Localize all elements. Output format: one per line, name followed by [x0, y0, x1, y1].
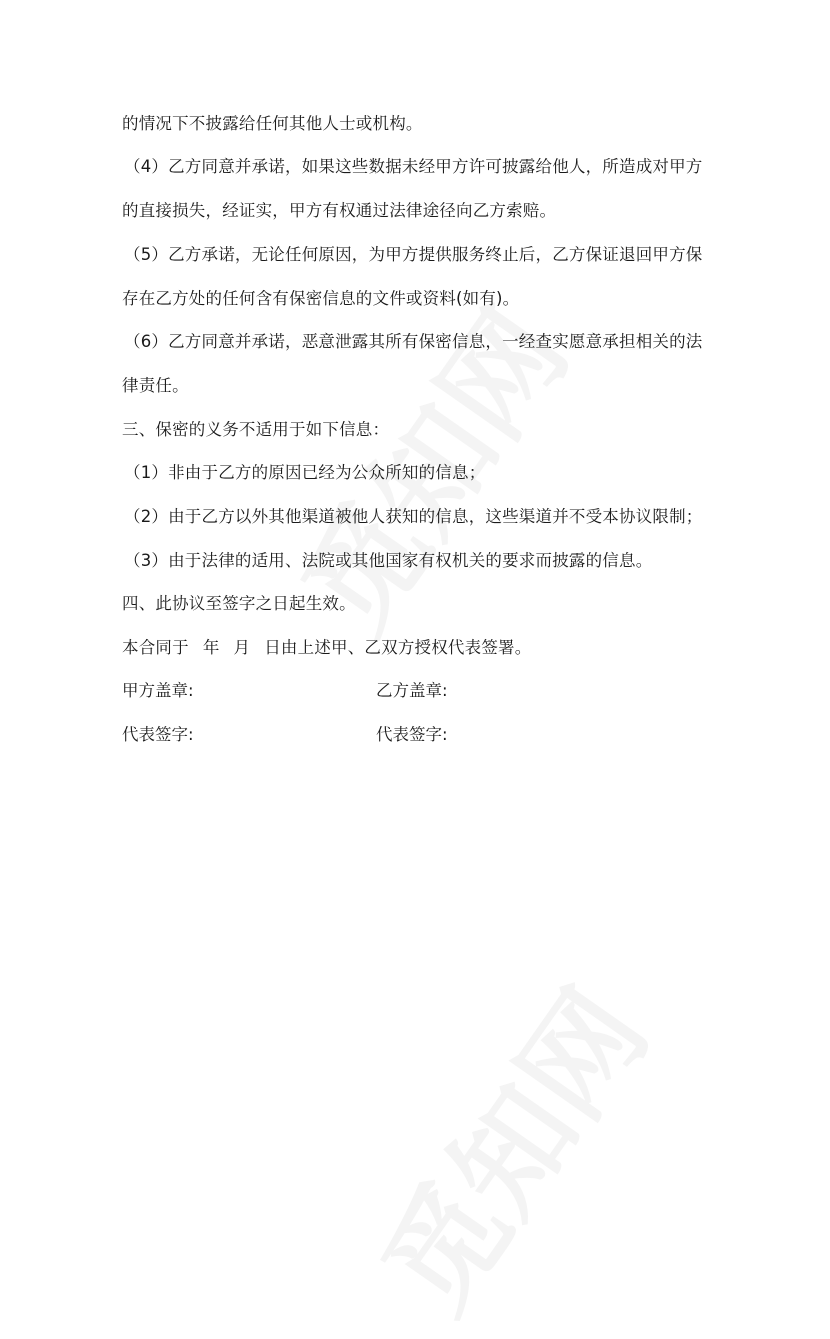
party-b-seal-label: 乙方盖章: [376, 681, 448, 700]
sign-date-year: 年 [202, 638, 220, 657]
watermark-bottom [336, 951, 678, 1339]
clause-6-line-1: （6）乙方同意并承诺，恶意泄露其所有保密信息，一经查实愿意承担相关的法 [124, 332, 703, 351]
clause-6-line-2: 律责任。 [122, 376, 189, 395]
clause-4-line-2: 的直接损失，经证实，甲方有权通过法律途径向乙方索赔。 [122, 201, 557, 220]
party-a-sign-label: 代表签字: [122, 725, 194, 744]
sign-date-suffix: 日由上述甲、乙双方授权代表签署。 [264, 638, 532, 657]
clause-4-line-1: （4）乙方同意并承诺，如果这些数据未经甲方许可披露给他人，所造成对甲方 [124, 157, 703, 176]
section-3-item-3: （3）由于法律的适用、法院或其他国家有权机关的要求而披露的信息。 [124, 551, 653, 570]
clause-5-line-1: （5）乙方承诺，无论任何原因，为甲方提供服务终止后，乙方保证退回甲方保 [124, 245, 703, 264]
section-3-item-1: （1）非由于乙方的原因已经为公众所知的信息； [124, 463, 486, 482]
sign-date-prefix: 本合同于 [122, 638, 189, 657]
section-3-heading: 三、保密的义务不适用于如下信息： [122, 420, 390, 439]
text-line: 的情况下不披露给任何其他人士或机构。 [122, 114, 423, 133]
party-a-seal-label: 甲方盖章: [122, 681, 194, 700]
section-4-heading: 四、此协议至签字之日起生效。 [122, 594, 356, 613]
sign-date-line [122, 636, 531, 660]
party-b-sign-label: 代表签字: [376, 725, 448, 744]
sign-date-month: 月 [233, 638, 251, 657]
section-3-item-2: （2）由于乙方以外其他渠道被他人获知的信息，这些渠道并不受本协议限制； [124, 507, 703, 526]
clause-5-line-2: 存在乙方处的任何含有保密信息的文件或资料(如有)。 [122, 289, 520, 308]
